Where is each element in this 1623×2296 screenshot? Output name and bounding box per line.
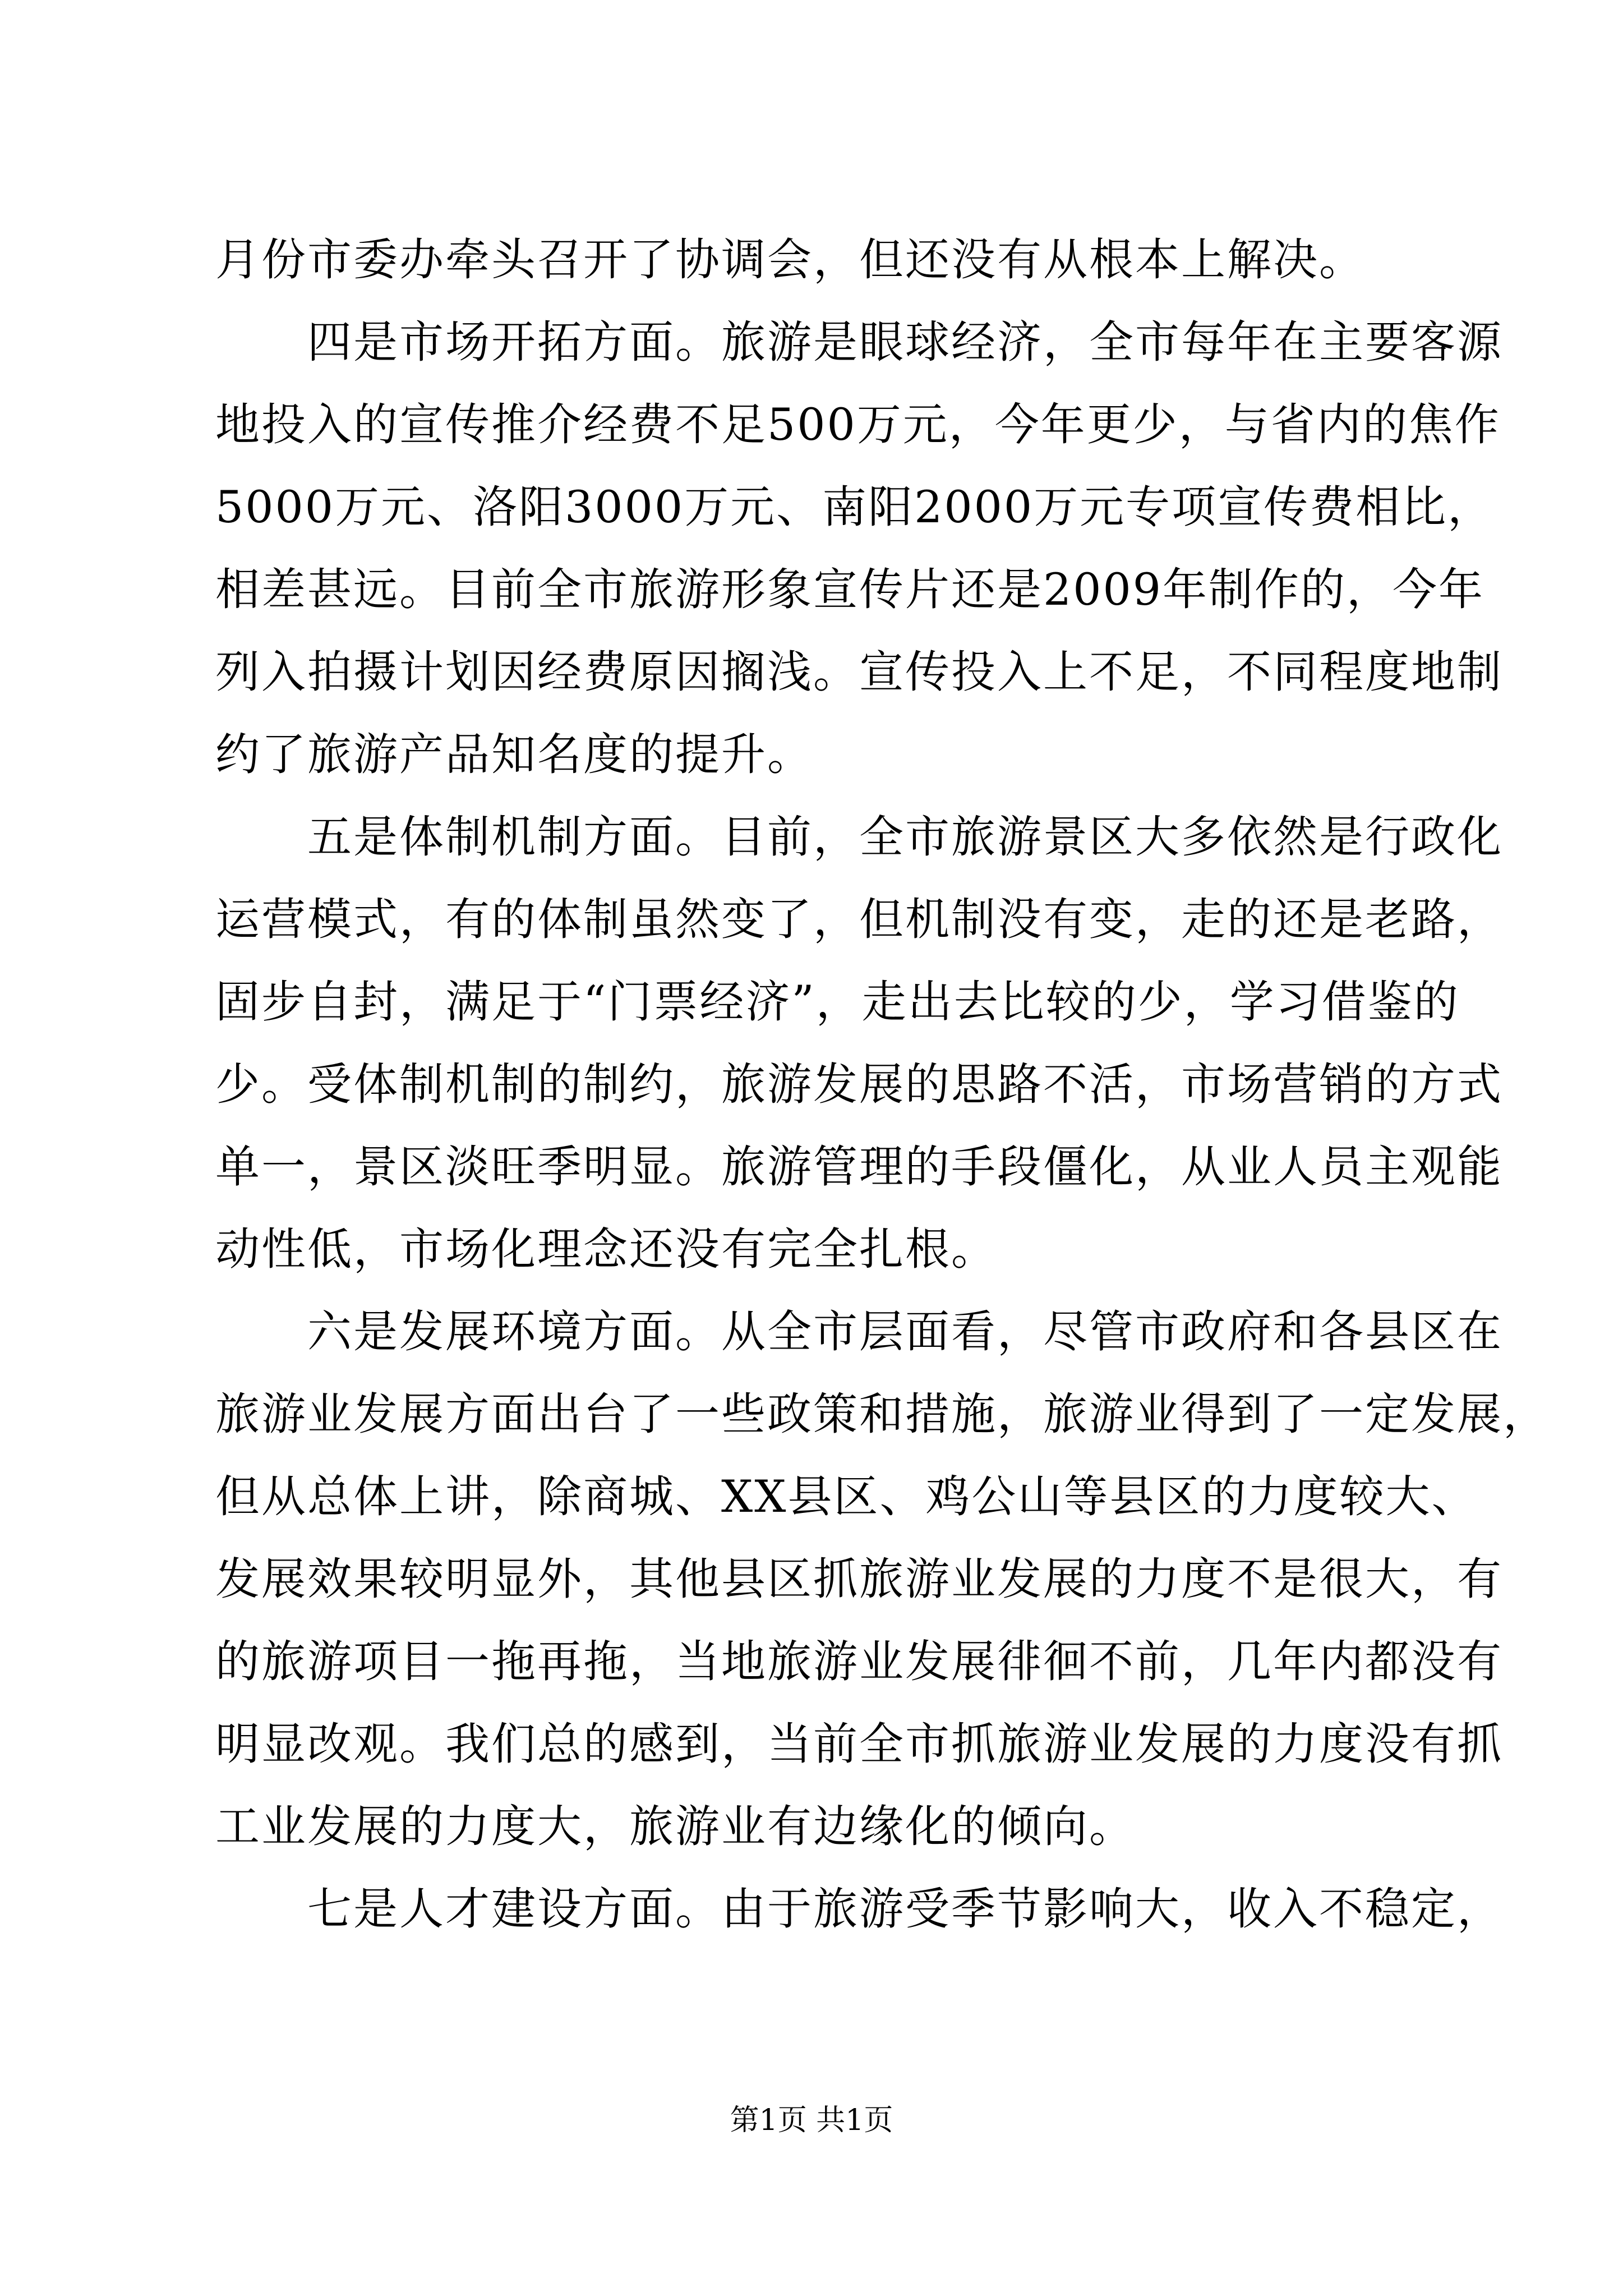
text-line: 固步自封，满足于“门票经济”，走出去比较的少，学习借鉴的 [215, 976, 1460, 1028]
text-line: 单一，景区淡旺季明显。旅游管理的手段僵化，从业人员主观能 [215, 1141, 1503, 1193]
document-body [215, 219, 1549, 1950]
text-line: 相差甚远。目前全市旅游形象宣传片还是2009年制作的，今年 [215, 564, 1485, 615]
text-line: 月份市委办牵头召开了协调会，但还没有从根本上解决。 [215, 234, 1365, 286]
text-line: 少。受体制机制的制约，旅游发展的思路不活，市场营销的方式 [215, 1059, 1503, 1110]
text-line: 地投入的宣传推介经费不足500万元，今年更少，与省内的焦作 [215, 399, 1501, 450]
text-line: 5000万元、洛阳3000万元、南阳2000万元专项宣传费相比， [215, 481, 1494, 533]
text-line: 的旅游项目一拖再拖，当地旅游业发展徘徊不前，几年内都没有 [215, 1636, 1503, 1687]
text-line: 列入拍摄计划因经费原因搁浅。宣传投入上不足，不同程度地制 [215, 646, 1503, 698]
paragraph-first-line: 六是发展环境方面。从全市层面看，尽管市政府和各县区在 [307, 1306, 1503, 1358]
text-line: 发展效果较明显外，其他县区抓旅游业发展的力度不是很大，有 [215, 1553, 1503, 1605]
text-line: 工业发展的力度大，旅游业有边缘化的倾向。 [215, 1801, 1135, 1852]
paragraph-first-line: 四是市场开拓方面。旅游是眼球经济，全市每年在主要客源 [307, 316, 1503, 368]
text-line: 运营模式，有的体制虽然变了，但机制没有变，走的还是老路， [215, 894, 1503, 945]
text-line: 但从总体上讲，除商城、XX县区、鸡公山等县区的力度较大、 [215, 1471, 1478, 1522]
text-line: 旅游业发展方面出台了一些政策和措施，旅游业得到了一定发展， [215, 1388, 1549, 1440]
text-line: 明显改观。我们总的感到，当前全市抓旅游业发展的力度没有抓 [215, 1718, 1503, 1770]
paragraph-first-line: 五是体制机制方面。目前，全市旅游景区大多依然是行政化 [307, 811, 1503, 863]
paragraph-first-line: 七是人才建设方面。由于旅游受季节影响大，收入不稳定， [307, 1883, 1503, 1935]
page-footer: 第1页 共1页 [730, 2104, 893, 2137]
text-line: 动性低，市场化理念还没有完全扎根。 [215, 1223, 997, 1275]
text-line: 约了旅游产品知名度的提升。 [215, 729, 813, 780]
